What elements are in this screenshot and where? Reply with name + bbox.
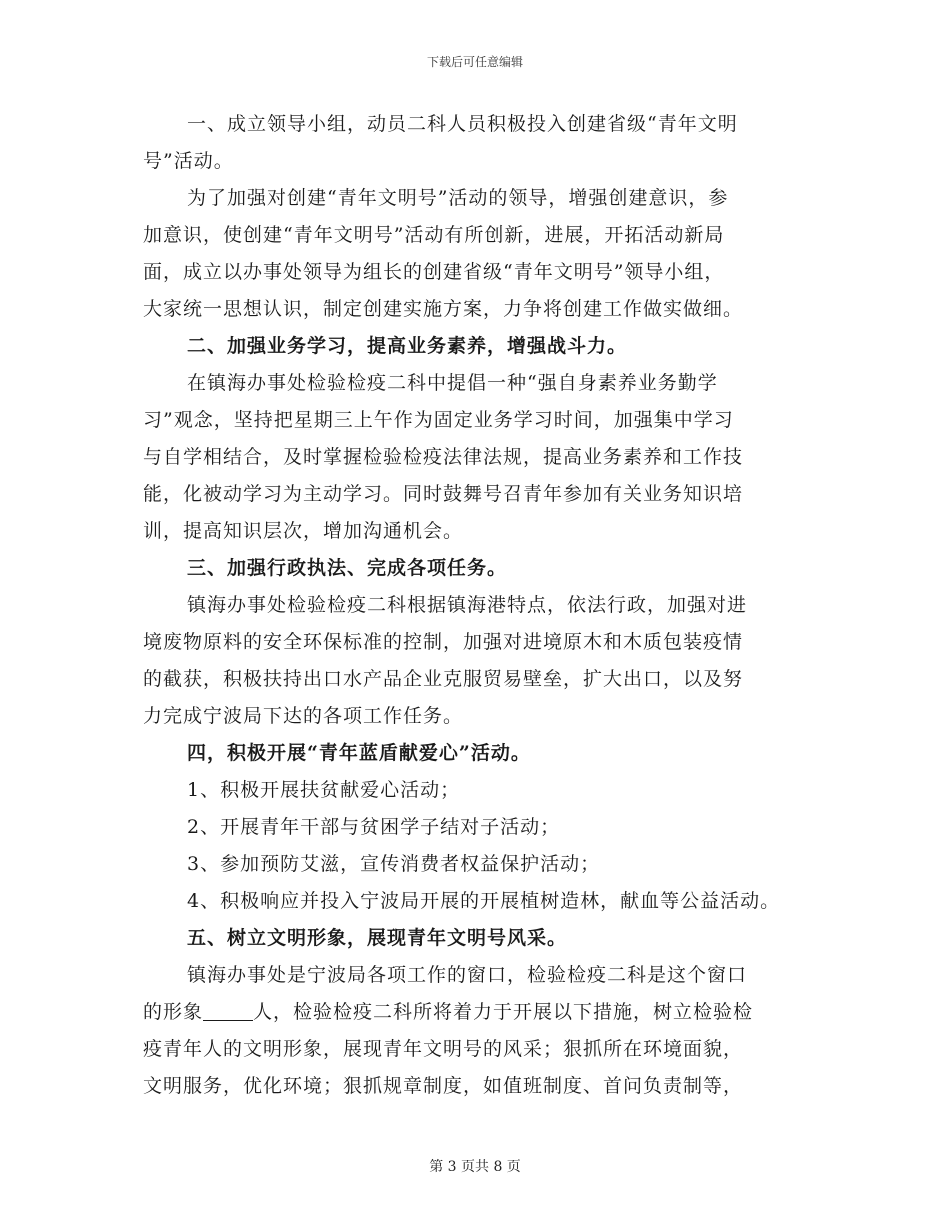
text-line: 训，提高知识层次，增加沟通机会。 [143, 520, 464, 542]
text-line: 为了加强对创建“青年文明号”活动的领导，增强创建意识，参 [187, 187, 729, 209]
text-line: 大家统一思想认识，制定创建实施方案，力争将创建工作做实做细。 [143, 298, 744, 320]
text-line: 的截获，积极扶持出口水产品企业克服贸易壁垒，扩大出口，以及努 [143, 668, 744, 690]
text-line: 4、积极响应并投入宁波局开展的开展植树造林，献血等公益活动。 [187, 890, 781, 912]
section-heading: 二、加强业务学习，提高业务素养，增强战斗力。 [187, 335, 628, 357]
document-body [143, 106, 823, 1105]
paragraph-group [143, 106, 823, 994]
text-line: 文明服务，优化环境；狠抓规章制度，如值班制度、首问负责制等， [143, 1075, 744, 1097]
text-line: 能，化被动学习为主动学习。同时鼓舞号召青年参加有关业务知识培 [143, 483, 744, 505]
page-header: 下载后可任意编辑 [426, 55, 523, 69]
text-line: 一、成立领导小组，动员二科人员积极投入创建省级“青年文明 [187, 113, 738, 135]
text-line: 面，成立以办事处领导为组长的创建省级“青年文明号”领导小组， [143, 261, 725, 283]
paragraph-group [143, 1031, 823, 1105]
text-line: 3、参加预防艾滋，宣传消费者权益保护活动； [187, 853, 601, 875]
text-line: 在镇海办事处检验检疫二科中提倡一种“强自身素养业务勤学 [187, 372, 718, 394]
text-line: 疫青年人的文明形象，展现青年文明号的风采；狠抓所在环境面貌， [143, 1038, 744, 1060]
text-line: 2、开展青年干部与贫困学子结对子活动； [187, 816, 561, 838]
blank-line-before: 的形象 [143, 1001, 204, 1023]
blank-line-after: 人，检验检疫二科所将着力于开展以下措施，树立检验检 [253, 1001, 754, 1023]
text-line-with-blank [143, 994, 823, 1031]
page-footer: 第 3 页共 8 页 [429, 1159, 521, 1175]
fill-in-blank [203, 1002, 253, 1021]
text-line: 1、积极开展扶贫献爱心活动； [187, 779, 461, 801]
text-line: 加意识，使创建“青年文明号”活动有所创新，进展，开拓活动新局 [143, 224, 725, 246]
section-heading: 三、加强行政执法、完成各项任务。 [187, 557, 508, 579]
text-line: 习”观念，坚持把星期三上午作为固定业务学习时间，加强集中学习 [143, 409, 734, 431]
section-heading: 四，积极开展“青年蓝盾献爱心”活动。 [187, 742, 531, 764]
text-line: 镇海办事处是宁波局各项工作的窗口，检验检疫二科是这个窗口 [187, 964, 748, 986]
section-heading: 五、树立文明形象，展现青年文明号风采。 [187, 927, 568, 949]
text-line: 境废物原料的安全环保标准的控制，加强对进境原木和木质包装疫情 [143, 631, 744, 653]
text-line: 号”活动。 [143, 150, 234, 172]
text-line: 镇海办事处检验检疫二科根据镇海港特点，依法行政，加强对进 [187, 594, 748, 616]
text-line: 力完成宁波局下达的各项工作任务。 [143, 705, 464, 727]
text-line: 与自学相结合，及时掌握检验检疫法律法规，提高业务素养和工作技 [143, 446, 744, 468]
